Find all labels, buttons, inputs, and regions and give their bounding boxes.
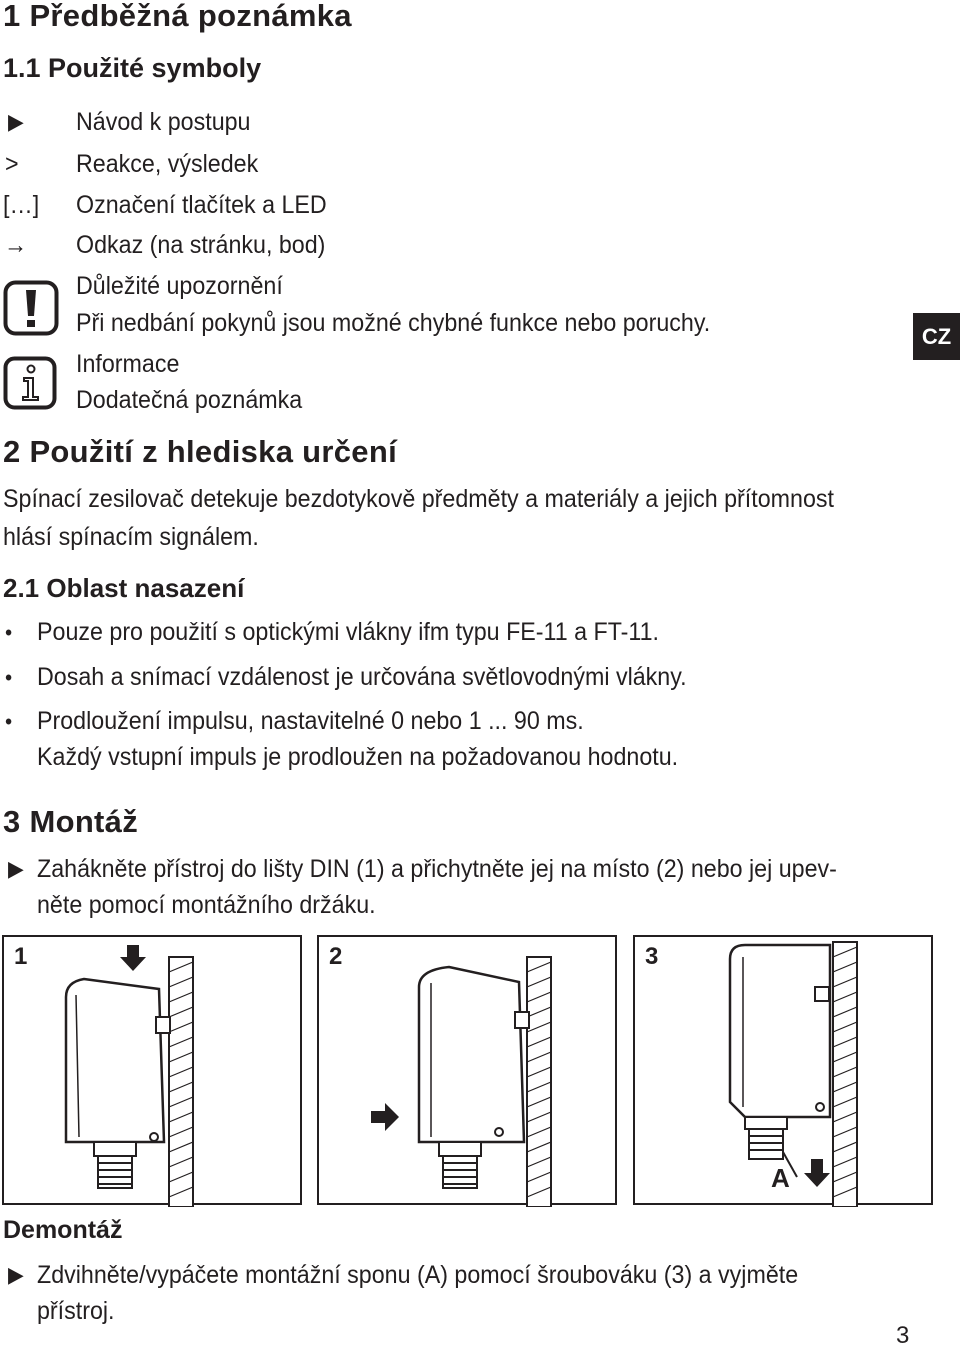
- page-number: 3: [896, 1322, 910, 1349]
- mount-instruction-line2: něte pomocí montážního držáku.: [37, 891, 376, 919]
- section-2-text-line1: Spínací zesilovač detekuje bezdotykově předměty a materiály a jejich přítomnost: [3, 485, 834, 513]
- figure-1: [2, 935, 302, 1205]
- bullet-1-text: Pouze pro použití s optickými vlákny ifm typu FE-11 a FT-11.: [37, 618, 659, 646]
- step-marker-demont: ▶: [8, 1262, 24, 1287]
- section-1-1-title: 1.1 Použité symboly: [3, 53, 262, 83]
- symbol-brackets-text: Označení tlačítek a LED: [76, 191, 327, 219]
- figure-2-drawing: [319, 937, 619, 1207]
- figure-2: [317, 935, 617, 1205]
- section-2-1-title: 2.1 Oblast nasazení: [3, 573, 245, 603]
- warning-line2: Při nedbání pokynů jsou možné chybné funkce nebo poruchy.: [76, 309, 711, 337]
- demont-line2: přístroj.: [37, 1297, 115, 1325]
- bullet-3-continuation: Každý vstupní impuls je prodloužen na požadovanou hodnotu.: [37, 743, 679, 771]
- right-arrow-icon: [371, 1103, 399, 1131]
- bullet-3-text: Prodloužení impulsu, nastavitelné 0 nebo 1 ... 90 ms.: [37, 707, 584, 735]
- section-1-title: 1 Předběžná poznámka: [3, 0, 352, 33]
- demont-line1: Zdvihněte/vypáčete montážní sponu (A) pomocí šroubováku (3) a vyjměte: [37, 1261, 799, 1289]
- warning-line1: Důležité upozornění: [76, 272, 283, 300]
- section-2-text-line2: hlásí spínacím signálem.: [3, 523, 259, 551]
- symbol-result: >: [5, 150, 19, 178]
- down-arrow-icon: [804, 1159, 830, 1187]
- demont-title: Demontáž: [3, 1216, 123, 1244]
- bullet-2-text: Dosah a snímací vzdálenost je určována světlovodnými vlákny.: [37, 663, 687, 691]
- symbol-step: ▶: [8, 109, 24, 134]
- info-line1: Informace: [76, 350, 180, 378]
- down-arrow-icon: [120, 945, 146, 971]
- language-tab: CZ: [913, 313, 960, 360]
- figure-1-drawing: [4, 937, 304, 1207]
- step-marker-mount: ▶: [8, 856, 24, 881]
- section-2-title: 2 Použití z hlediska určení: [3, 434, 397, 469]
- bullet-1: •: [5, 620, 13, 645]
- symbol-brackets: […]: [3, 191, 40, 219]
- symbol-arrow-text: Odkaz (na stránku, bod): [76, 231, 326, 259]
- symbol-result-text: Reakce, výsledek: [76, 150, 259, 178]
- mount-instruction-line1: Zahákněte přístroj do lišty DIN (1) a přichytněte jej na místo (2) nebo jej upev-: [37, 855, 837, 883]
- figure-3: [633, 935, 933, 1205]
- figure-1-number: 1: [14, 943, 28, 970]
- warning-icon: [3, 280, 59, 336]
- info-line2: Dodatečná poznámka: [76, 386, 303, 414]
- bullet-3: •: [5, 709, 13, 734]
- bullet-2: •: [5, 665, 13, 690]
- figure-2-number: 2: [329, 943, 343, 970]
- symbol-step-text: Návod k postupu: [76, 108, 251, 136]
- section-3-title: 3 Montáž: [3, 804, 139, 839]
- figure-3-label-a: A: [771, 1163, 790, 1193]
- figure-3-number: 3: [645, 943, 659, 970]
- symbol-arrow: →: [4, 231, 28, 259]
- info-icon: [3, 356, 57, 410]
